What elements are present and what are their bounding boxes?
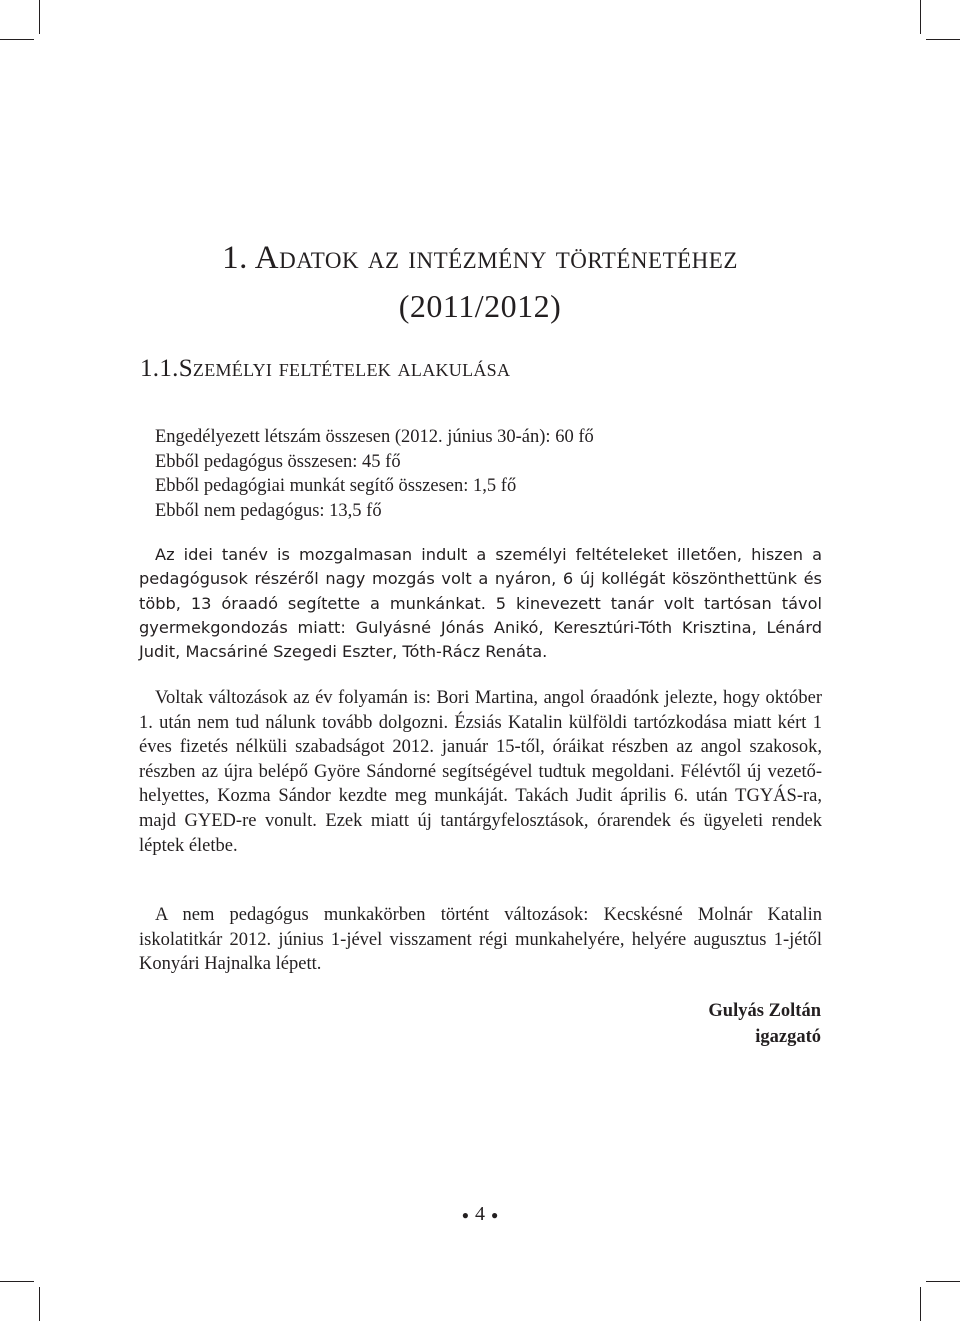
page-number: 4 <box>475 1203 485 1225</box>
signature-name: Gulyás Zoltán <box>708 1001 821 1021</box>
bullet-icon: ● <box>461 1207 469 1222</box>
paragraph-text: A nem pedagógus munkakörben történt változások: Kecskésné Molnár Katalin iskolatitkár 2012. június 1-jével visszament régi munkahelyére, helyére augusztus 1-jétől Konyári Hajnalka lépett. <box>139 905 822 975</box>
stat-line-assistants: Ebből pedagógiai munkát segítő összesen: 1,5 fő <box>155 476 517 496</box>
signature-role: igazgató <box>755 1027 821 1047</box>
crop-mark-top-left <box>0 39 34 40</box>
bullet-icon: ● <box>491 1207 499 1222</box>
signature-block <box>708 998 821 1050</box>
crop-mark-bottom-right <box>920 1287 921 1321</box>
paragraph-text: Voltak változások az év folyamán is: Bori Martina, angol óraadónk jelezte, hogy október 1. után nem tud nálunk tovább dolgozni. Ézsiás Katalin külföldi tartózkodása miatt kért 1 éves fizetés nélküli szabadságot 2012. január 15-től, óráikat részben az angol szakosok, részben az újra belépő Györe Sándorné segítségével tudtuk megoldani. Félévtől új vezető-helyettes, Kozma Sándor kezdte meg munkáját. Takách Judit április 6. után TGYÁS-ra, majd GYED-re vonult. Ezek miatt új tantárgyfelosztások, órarendek és ügyeleti rendek léptek életbe. <box>139 688 822 856</box>
paragraph-text: Az idei tanév is mozgalmasan indult a személyi feltételeket illetően, hiszen a pedagógusok részéről nagy mozgás volt a nyáron, 6 új kollégát köszönthettünk és több, 13 óraadó segítette a munkánkat. 5 kinevezett tanár volt tartósan távol gyermekgondozás miatt: Gulyásné Jónás Anikó, Keresztúri-Tóth Krisztina, Lénárd Judit, Macsáriné Szegedi Eszter, Tóth-Rácz Renáta. <box>139 545 822 662</box>
crop-mark-bottom-left <box>39 1287 40 1321</box>
crop-mark-top-right <box>926 39 960 40</box>
page-footer <box>0 1203 960 1226</box>
paragraph-staff-changes <box>139 543 822 664</box>
paragraph-yearly-changes <box>139 686 822 858</box>
paragraph-non-teaching-changes <box>139 903 822 977</box>
section-title: 1.1.Személyi feltételek alakulása <box>140 355 511 382</box>
chapter-title-year: (2011/2012) <box>398 288 562 324</box>
chapter-title: 1. Adatok az intézmény történetéhez <box>222 240 738 276</box>
crop-mark-top-right <box>920 0 921 34</box>
crop-mark-bottom-right <box>926 1281 960 1282</box>
stat-line-total: Engedélyezett létszám összesen (2012. június 30-án): 60 fő <box>155 427 594 447</box>
crop-mark-top-left <box>39 0 40 34</box>
stat-line-teachers: Ebből pedagógus összesen: 45 fő <box>155 451 401 472</box>
crop-mark-bottom-left <box>0 1281 34 1282</box>
stat-line-non-teachers: Ebből nem pedagógus: 13,5 fő <box>155 500 382 521</box>
staff-statistics <box>155 425 835 523</box>
